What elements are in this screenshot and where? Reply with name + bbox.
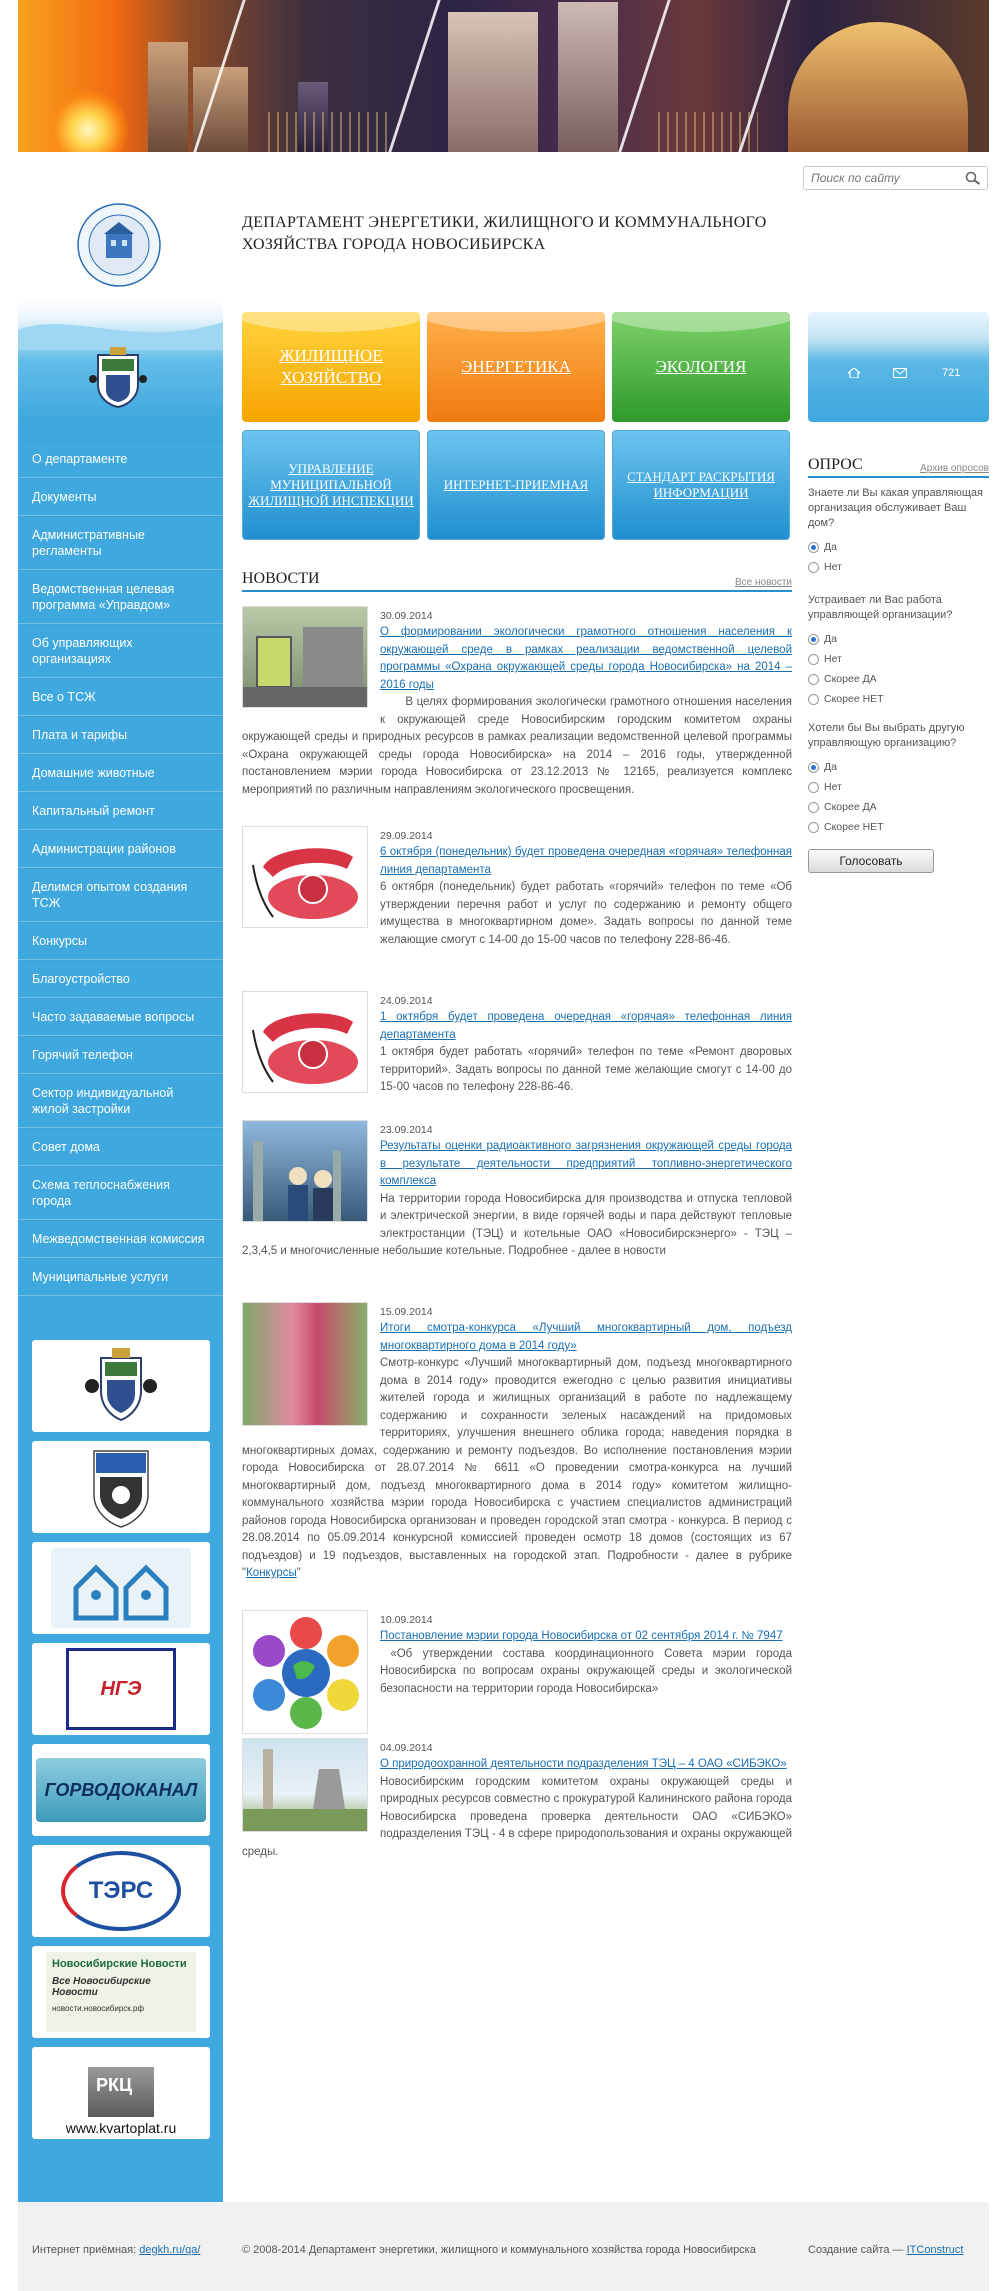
poll-option[interactable] xyxy=(808,689,989,709)
nsk-news-title: Новосибирские Новости xyxy=(52,1958,187,1970)
news-headline-link[interactable]: О природоохранной деятельности подразделения ТЭЦ – 4 ОАО «СИБЭКО» xyxy=(380,1758,787,1770)
news-text-body: Новосибирским городским комитетом охраны окружающей среды и природных ресурсов совместно с прокуратурой Калининского района города Новосибирска проведена проверка деятельности ОАО «СИБЭКО» подразделения ТЭЦ - 4 в сфере природопользования и охраны окружающей среды. xyxy=(242,1775,792,1858)
poll-option[interactable] xyxy=(808,557,989,577)
sidebar-item-faq[interactable]: Часто задаваемые вопросы xyxy=(18,998,223,1036)
footer-reception-label: Интернет приёмная: xyxy=(32,2244,137,2256)
radio-button[interactable] xyxy=(808,762,819,773)
poll-option[interactable] xyxy=(808,757,989,777)
poll-option-label: Скорее ДА xyxy=(824,801,877,813)
news-thumbnail[interactable] xyxy=(242,1738,368,1832)
sunset-image xyxy=(48,90,128,152)
news-item xyxy=(242,1610,792,1738)
sidebar-menu xyxy=(18,440,223,1296)
department-logo-icon[interactable] xyxy=(76,202,162,288)
news-thumbnail[interactable] xyxy=(242,1610,368,1734)
news-headline-link[interactable]: 1 октября будет проведена очередная «горячая» телефонная линия департамента xyxy=(380,1011,792,1041)
tile-ecology-label: ЭКОЛОГИЯ xyxy=(655,357,747,376)
tile-standard[interactable] xyxy=(612,430,790,540)
telephone-icon xyxy=(243,827,368,928)
building-image xyxy=(148,42,188,152)
sidebar-item-house-council[interactable]: Совет дома xyxy=(18,1128,223,1166)
news-headline-link[interactable]: О формировании экологически грамотного отношения населения к окружающей среде в рамках реализации ведомственной целевой программы «Охрана окружающей среды города Новосибирска» на 2014 – 2016 годы xyxy=(380,626,792,691)
poll-option-label: Нет xyxy=(824,781,842,793)
news-date: 10.09.2014 xyxy=(380,1614,433,1626)
news-headline-link[interactable]: 6 октября (понедельник) будет проведена очередная «горячая» телефонная линия департамента xyxy=(380,846,792,876)
footer xyxy=(18,2202,989,2291)
tile-housing[interactable] xyxy=(242,312,420,422)
wave-decoration xyxy=(18,310,223,350)
tile-inspection[interactable] xyxy=(242,430,420,540)
tile-energy[interactable] xyxy=(427,312,605,422)
news-text-body: В целях формирования экологически грамотного отношения населения к окружающей среде Новосибирским городским комитетом охраны окружающей среды и природных ресурсов в рамках реализации ведомственной целевой программы «Охрана окружающей среды города Новосибирска» на 2014 – 2016 годы, утвержденной постановлением мэрии города Новосибирска от 23.12.2013 № 12165, реализуется комплекс мероприятий по различным направлениям экологического просвещения. xyxy=(242,696,792,796)
mail-icon[interactable] xyxy=(893,368,907,378)
poll-option-label: Скорее ДА xyxy=(824,673,877,685)
sidebar-item-about[interactable]: О департаменте xyxy=(18,440,223,478)
nge-logo-text: НГЭ xyxy=(100,1677,142,1700)
news-thumbnail[interactable] xyxy=(242,1120,368,1222)
sidebar-item-tariffs[interactable]: Плата и тарифы xyxy=(18,716,223,754)
tile-ecology[interactable] xyxy=(612,312,790,422)
poll-option-label: Да xyxy=(824,541,837,553)
footer-credits xyxy=(808,2244,963,2256)
radio-button[interactable] xyxy=(808,634,819,645)
poll-option[interactable] xyxy=(808,629,989,649)
news-text-body: На территории города Новосибирска для производства и отпуска тепловой и электрической энергии, в виде горячей воды и пара действуют тепловые электростанции (ТЭЦ) и котельные ОАО «Новосибирскэнерго» - ТЭЦ – 2,3,4,5 и многочисленные небольшие котельные. Подробнее - далее в новости xyxy=(242,1192,792,1257)
sidebar-item-pets[interactable]: Домашние животные xyxy=(18,754,223,792)
sidebar-item-tszh[interactable]: Все о ТСЖ xyxy=(18,678,223,716)
vodokanal-logo-text: ГОРВОДОКАНАЛ xyxy=(44,1779,198,1800)
nsk-news-url: новости.новосибирск.рф xyxy=(52,2004,145,2013)
tile-reception-label: ИНТЕРНЕТ-ПРИЕМНАЯ xyxy=(443,477,589,492)
news-text-body: Смотр-конкурс «Лучший многоквартирный дом, подъезд многоквартирного дома в 2014 году» проводится ежегодно с целью развития инициативы жителей города и жилищных организаций в работе по надлежащему содержанию и сохранности зеленых насаждений на придомовых территориях, улучшения внешнего облика города; наведения порядка в многоквартирных домах, содержанию и ремонту подъездов. Во исполнение постановления мэрии города Новосибирска от 28.07.2014 № 6611 «О проведении смотра-конкурса на лучший многоквартирный дом, подъезд многоквартирного дома в 2014 году» комитетом жилищно-коммунального хозяйства мэрии города Новосибирска с участием специалистов администраций районов города Новосибирска организован и проведен городской этап смотра - конкурса. В период с 28.08.2014 по 05.09.2014 конкурсной комиссией проведен осмотр 18 домов (состоящих из 67 подъездов) и 19 подъездов, выставленных на городской этап. Подробности - далее в рубрике " xyxy=(242,1357,792,1579)
theatre-image xyxy=(788,22,968,152)
radio-button[interactable] xyxy=(808,694,819,705)
sidebar-item-commission[interactable]: Межведомственная комиссия xyxy=(18,1220,223,1258)
telephone-icon xyxy=(243,992,368,1093)
news-text-body: 6 октября (понедельник) будет работать «горячий» телефон по теме «Об утверждении перечня работ и услуг по содержанию и ремонту общего имущества в многоквартирном доме». Задать вопросы по данной теме желающие смогут с 14-00 до 15-00 часов по телефону 228-86-46. xyxy=(380,881,792,946)
earth-flower-icon xyxy=(243,1611,368,1734)
tile-energy-label: ЭНЕРГЕТИКА xyxy=(461,357,571,376)
poll-option[interactable] xyxy=(808,797,989,817)
news-date: 23.09.2014 xyxy=(380,1124,433,1136)
news-text xyxy=(242,694,792,799)
left-sidebar xyxy=(18,190,223,2202)
region-emblem-icon xyxy=(86,1445,156,1529)
all-news-link[interactable]: Все новости xyxy=(734,577,792,588)
partner-region-emblem[interactable] xyxy=(32,1441,210,1533)
footer-reception-link[interactable]: degkh.ru/qa/ xyxy=(139,2244,201,2256)
news-item xyxy=(242,1302,792,1583)
building-image xyxy=(448,12,538,152)
rkc-logo-text: РКЦ xyxy=(96,2075,133,2095)
sidebar-item-districts[interactable]: Администрации районов xyxy=(18,830,223,868)
sidebar-item-private-housing[interactable]: Сектор индивидуальной жилой застройки xyxy=(18,1074,223,1128)
sidebar-item-management-orgs[interactable]: Об управляющих организациях xyxy=(18,624,223,678)
sidebar-item-heating-scheme[interactable]: Схема теплоснабжения города xyxy=(18,1166,223,1220)
partner-ters-logo[interactable] xyxy=(32,1845,210,1937)
news-text-body: 1 октября будет работать «горячий» телефон по теме «Ремонт дворовых территорий». Задать вопросы по данной теме желающие смогут с 14-00 до 15-00 часов по телефону 228-86-46. xyxy=(380,1046,792,1093)
news-header xyxy=(242,570,792,592)
news-text-tail: " xyxy=(296,1567,301,1579)
houses-logo-icon xyxy=(61,1553,181,1623)
partner-nge-logo[interactable] xyxy=(32,1643,210,1735)
news-title: НОВОСТИ xyxy=(242,570,320,587)
radio-button[interactable] xyxy=(808,782,819,793)
sidebar-item-services[interactable]: Муниципальные услуги xyxy=(18,1258,223,1296)
radio-button[interactable] xyxy=(808,822,819,833)
search-box xyxy=(803,166,988,190)
poll-option-label: Скорее НЕТ xyxy=(824,693,884,705)
news-date: 30.09.2014 xyxy=(380,610,433,622)
poll-option[interactable] xyxy=(808,669,989,689)
footer-made-label: Создание сайта — xyxy=(808,2244,904,2256)
ters-logo-text: ТЭРС xyxy=(88,1877,154,1904)
tile-inspection-label: УПРАВЛЕНИЕ МУНИЦИПАЛЬНОЙ ЖИЛИЩНОЙ ИНСПЕКЦИИ xyxy=(248,461,414,508)
partner-nsk-news[interactable] xyxy=(32,1946,210,2038)
city-emblem-icon xyxy=(76,1346,166,1426)
poll-option[interactable] xyxy=(808,649,989,669)
sidebar-item-contests[interactable]: Конкурсы xyxy=(18,922,223,960)
poll-option-label: Да xyxy=(824,761,837,773)
news-item xyxy=(242,826,792,949)
page-title: ДЕПАРТАМЕНТ ЭНЕРГЕТИКИ, ЖИЛИЩНОГО И КОММУНАЛЬНОГО ХОЗЯЙСТВА ГОРОДА НОВОСИБИРСКА xyxy=(242,214,767,253)
news-item xyxy=(242,606,792,799)
news-text-body: «Об утверждении состава координационного Совета мэрии города Новосибирска по вопросам охраны окружающей среды и экологической безопасности на территории города Новосибирска» xyxy=(380,1647,793,1695)
header-banner xyxy=(18,0,989,152)
news-item xyxy=(242,991,792,1097)
partner-banners xyxy=(32,1340,210,2148)
vote-button[interactable]: Голосовать xyxy=(808,849,934,873)
poll-archive-link[interactable]: Архив опросов xyxy=(920,463,989,474)
footer-made-link[interactable]: ITConstruct xyxy=(906,2244,964,2256)
radio-button[interactable] xyxy=(808,542,819,553)
tile-reception[interactable] xyxy=(427,430,605,540)
poll-question-3: Хотели бы Вы выбрать другую управляющую организацию? xyxy=(808,722,965,749)
poll-option[interactable] xyxy=(808,817,989,837)
sidebar-item-upravdom[interactable]: Ведомственная целевая программа «Управдом» xyxy=(18,570,223,624)
quick-links-box xyxy=(808,312,989,422)
sidebar-item-regulations[interactable]: Административные регламенты xyxy=(18,516,223,570)
news-thumbnail[interactable] xyxy=(242,606,368,708)
partner-vodokanal-logo[interactable] xyxy=(32,1744,210,1836)
radio-button[interactable] xyxy=(808,674,819,685)
news-date: 24.09.2014 xyxy=(380,995,433,1007)
kvartoplat-url: www.kvartoplat.ru xyxy=(65,2120,177,2136)
poll-question-2: Устраивает ли Вас работа управляющей организации? xyxy=(808,594,953,621)
news-item xyxy=(242,1120,792,1261)
news-item xyxy=(242,1738,792,1861)
news-headline-link[interactable]: Итоги смотра-конкурса «Лучший многоквартирный дом, подъезд многоквартирного дома в 2014 году» xyxy=(380,1322,792,1352)
partner-houses-logo[interactable] xyxy=(32,1542,210,1634)
sidebar-item-improvement[interactable]: Благоустройство xyxy=(18,960,223,998)
footer-copyright: © 2008-2014 Департамент энергетики, жилищного и коммунального хозяйства города Новосибирска xyxy=(242,2244,756,2256)
city-lights-image xyxy=(268,112,388,152)
news-date: 15.09.2014 xyxy=(380,1306,433,1318)
footer-reception xyxy=(32,2244,200,2256)
news-headline-link[interactable]: Результаты оценки радиоактивного загрязнения окружающей среды города в результате деятельности предприятий топливно-энергетического комплекса xyxy=(380,1140,792,1187)
poll-option[interactable] xyxy=(808,777,989,797)
radio-button[interactable] xyxy=(808,562,819,573)
news-date: 29.09.2014 xyxy=(380,830,433,842)
search-input[interactable] xyxy=(804,167,954,189)
poll-option-label: Нет xyxy=(824,561,842,573)
poll-title: ОПРОС xyxy=(808,456,863,473)
poll-question-1: Знаете ли Вы какая управляющая организация обслуживает Ваш дом? xyxy=(808,487,983,529)
partner-city-emblem[interactable] xyxy=(32,1340,210,1432)
news-date: 04.09.2014 xyxy=(380,1742,433,1754)
poll-option-label: Скорее НЕТ xyxy=(824,821,884,833)
sidebar-item-capital-repair[interactable]: Капитальный ремонт xyxy=(18,792,223,830)
radio-button[interactable] xyxy=(808,654,819,665)
building-image xyxy=(193,67,248,152)
sidebar-item-tszh-experience[interactable]: Делимся опытом создания ТСЖ xyxy=(18,868,223,922)
news-thumbnail[interactable] xyxy=(242,1302,368,1426)
news-headline-link[interactable]: Постановление мэрии города Новосибирска от 02 сентября 2014 г. № 7947 xyxy=(380,1630,783,1642)
sidebar-item-hotline[interactable]: Горячий телефон xyxy=(18,1036,223,1074)
partner-kvartoplat[interactable] xyxy=(32,2047,210,2139)
poll-option[interactable] xyxy=(808,537,989,557)
tile-standard-label: СТАНДАРТ РАСКРЫТИЯ ИНФОРМАЦИИ xyxy=(627,469,775,500)
sidebar-item-documents[interactable]: Документы xyxy=(18,478,223,516)
news-thumbnail[interactable] xyxy=(242,991,368,1093)
contests-link[interactable]: Конкурсы xyxy=(246,1567,297,1579)
city-emblem-icon[interactable] xyxy=(88,345,148,409)
phone-code[interactable]: 721 xyxy=(942,367,961,379)
nsk-news-subtitle: Все Новосибирские Новости xyxy=(52,1976,151,1998)
tile-housing-label: ЖИЛИЩНОЕ ХОЗЯЙСТВО xyxy=(279,346,383,387)
poll-widget xyxy=(808,456,989,873)
radio-button[interactable] xyxy=(808,802,819,813)
building-image xyxy=(558,2,618,152)
news-thumbnail[interactable] xyxy=(242,826,368,928)
search-icon[interactable] xyxy=(965,171,981,185)
poll-option-label: Нет xyxy=(824,653,842,665)
poll-option-label: Да xyxy=(824,633,837,645)
home-icon[interactable] xyxy=(848,368,860,378)
